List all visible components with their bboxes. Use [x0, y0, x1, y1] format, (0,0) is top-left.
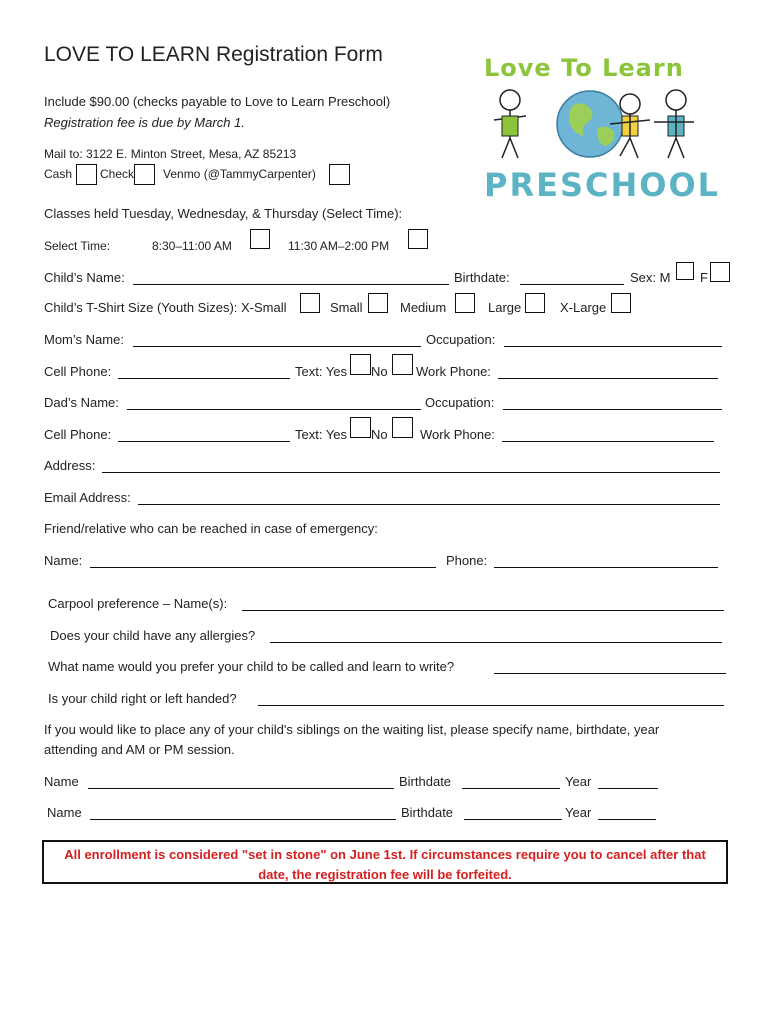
mail-to-address: Mail to: 3122 E. Minton Street, Mesa, AZ 85213 — [44, 147, 297, 161]
handedness-label: Is your child right or left handed? — [48, 691, 237, 706]
mom-text-yes-label: Text: Yes — [295, 364, 348, 379]
pay-check-label: Check — [100, 167, 135, 181]
emergency-name-label: Name: — [44, 553, 83, 568]
pay-cash-label: Cash — [44, 167, 73, 181]
preschool-logo — [480, 48, 720, 208]
dad-text-no-label: No — [371, 427, 388, 442]
kids-globe-icon — [480, 86, 710, 176]
pay-check-checkbox[interactable] — [134, 164, 155, 185]
sibling2-name-field[interactable] — [90, 819, 396, 820]
mom-cell-label: Cell Phone: — [44, 364, 112, 379]
size-medium-checkbox[interactable] — [455, 293, 475, 313]
sex-f-checkbox[interactable] — [710, 262, 730, 282]
dad-name-field[interactable] — [127, 409, 421, 410]
size-large-label: Large — [488, 300, 522, 315]
siblings-instructions-line1: If you would like to place any of your child's siblings on the waiting list, please specify name, birthdate, year — [44, 722, 660, 737]
sibling1-birthdate-field[interactable] — [462, 788, 560, 789]
emergency-phone-label: Phone: — [446, 553, 488, 568]
address-field[interactable] — [102, 472, 720, 473]
sex-m-checkbox[interactable] — [676, 262, 694, 280]
email-field[interactable] — [138, 504, 720, 505]
dad-text-yes-label: Text: Yes — [295, 427, 348, 442]
dad-text-no-checkbox[interactable] — [392, 417, 413, 438]
emergency-name-field[interactable] — [90, 567, 436, 568]
sibling1-year-field[interactable] — [598, 788, 658, 789]
fee-line: Include $90.00 (checks payable to Love to Learn Preschool) — [44, 94, 391, 109]
mom-occupation-label: Occupation: — [426, 332, 496, 347]
am-session-label: 8:30–11:00 AM — [152, 239, 232, 253]
mom-text-no-label: No — [371, 364, 388, 379]
size-small-checkbox[interactable] — [368, 293, 388, 313]
siblings-instructions-line2: attending and AM or PM session. — [44, 742, 235, 757]
sibling1-year-label: Year — [565, 774, 592, 789]
am-session-checkbox[interactable] — [250, 229, 270, 249]
dad-work-phone-label: Work Phone: — [420, 427, 495, 442]
emergency-phone-field[interactable] — [494, 567, 718, 568]
mom-occupation-field[interactable] — [504, 346, 722, 347]
dad-occupation-field[interactable] — [503, 409, 722, 410]
address-label: Address: — [44, 458, 96, 473]
dad-work-phone-field[interactable] — [502, 441, 714, 442]
pm-session-label: 11:30 AM–2:00 PM — [288, 239, 390, 253]
dad-text-yes-checkbox[interactable] — [350, 417, 371, 438]
sibling2-birthdate-label: Birthdate — [401, 805, 454, 820]
mom-cell-field[interactable] — [118, 378, 290, 379]
dad-cell-label: Cell Phone: — [44, 427, 112, 442]
preferred-name-label: What name would you prefer your child to be called and learn to write? — [48, 659, 455, 674]
size-xlarge-checkbox[interactable] — [611, 293, 631, 313]
size-xlarge-label: X-Large — [560, 300, 607, 315]
sibling2-birthdate-field[interactable] — [464, 819, 562, 820]
dad-name-label: Dad’s Name: — [44, 395, 119, 410]
sibling1-birthdate-label: Birthdate — [399, 774, 452, 789]
dad-cell-field[interactable] — [118, 441, 290, 442]
size-large-checkbox[interactable] — [525, 293, 545, 313]
size-small-label: Small — [330, 300, 363, 315]
pay-cash-checkbox[interactable] — [76, 164, 97, 185]
sibling1-name-label: Name — [44, 774, 79, 789]
classes-heading: Classes held Tuesday, Wednesday, & Thursday (Select Time): — [44, 206, 403, 221]
mom-text-yes-checkbox[interactable] — [350, 354, 371, 375]
size-xsmall-checkbox[interactable] — [300, 293, 320, 313]
carpool-label: Carpool preference – Name(s): — [48, 596, 228, 611]
logo-bottom-text: PRESCHOOL — [484, 166, 721, 204]
page-title: LOVE TO LEARN Registration Form — [44, 43, 383, 66]
handedness-field[interactable] — [258, 705, 724, 706]
email-label: Email Address: — [44, 490, 131, 505]
dad-occupation-label: Occupation: — [425, 395, 495, 410]
preferred-name-field[interactable] — [494, 673, 726, 674]
mom-name-field[interactable] — [133, 346, 421, 347]
mom-work-phone-field[interactable] — [498, 378, 718, 379]
fee-due-note: Registration fee is due by March 1. — [44, 115, 245, 130]
sibling2-year-field[interactable] — [598, 819, 656, 820]
sex-f-label: F — [700, 270, 708, 285]
mom-name-label: Mom’s Name: — [44, 332, 124, 347]
enrollment-notice-box — [42, 840, 728, 884]
child-birthdate-field[interactable] — [520, 284, 624, 285]
child-name-field[interactable] — [133, 284, 449, 285]
mom-work-phone-label: Work Phone: — [416, 364, 491, 379]
allergies-field[interactable] — [270, 642, 722, 643]
mom-text-no-checkbox[interactable] — [392, 354, 413, 375]
select-time-label: Select Time: — [44, 239, 111, 253]
pay-venmo-checkbox[interactable] — [329, 164, 350, 185]
size-medium-label: Medium — [400, 300, 447, 315]
logo-top-text: Love To Learn — [484, 54, 684, 82]
pay-venmo-label: Venmo (@TammyCarpenter) — [163, 167, 316, 181]
child-name-label: Child’s Name: — [44, 270, 125, 285]
pm-session-checkbox[interactable] — [408, 229, 428, 249]
notice-line2: date, the registration fee will be forfeited. — [258, 867, 512, 882]
carpool-field[interactable] — [242, 610, 724, 611]
sibling2-name-label: Name — [47, 805, 82, 820]
notice-line1: All enrollment is considered "set in stone" on June 1st. If circumstances require you to cancel after that — [64, 847, 706, 862]
sex-m-label: Sex: M — [630, 270, 671, 285]
sibling1-name-field[interactable] — [88, 788, 394, 789]
emergency-heading: Friend/relative who can be reached in case of emergency: — [44, 521, 378, 536]
child-birthdate-label: Birthdate: — [454, 270, 510, 285]
sibling2-year-label: Year — [565, 805, 592, 820]
allergies-label: Does your child have any allergies? — [50, 628, 256, 643]
shirt-size-label: Child’s T-Shirt Size (Youth Sizes): X-Small — [44, 300, 287, 315]
